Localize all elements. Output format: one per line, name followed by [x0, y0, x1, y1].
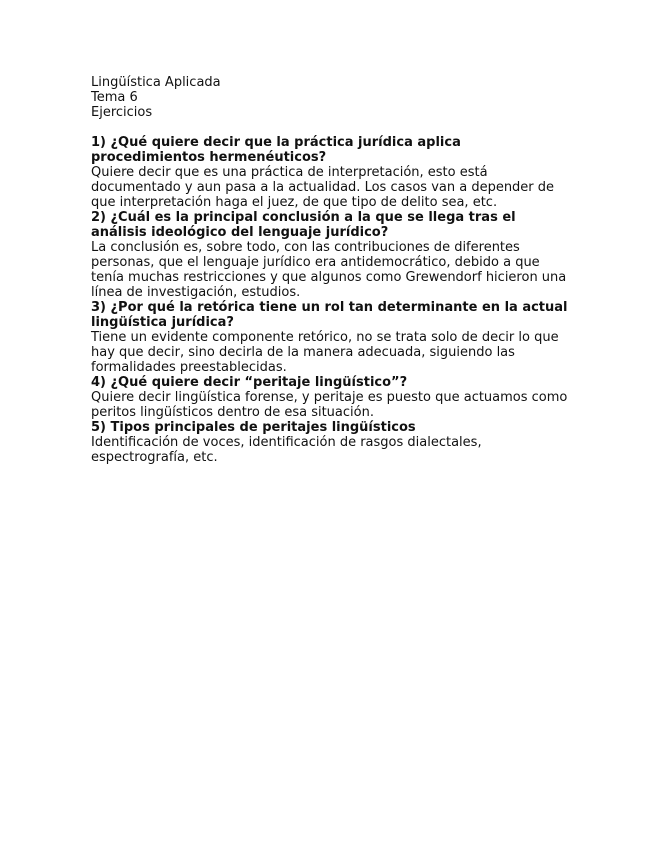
question-2: 2) ¿Cuál es la principal conclusión a la que se llega tras el análisis ideológico del lenguaje jurídico? [91, 210, 516, 240]
answer-1: Quiere decir que es una práctica de interpretación, esto está documentado y aun pasa a la actualidad. Los casos van a depender de que interpretación haga el juez, de que tipo de delito sea, etc. [91, 165, 555, 210]
spacer [91, 120, 571, 135]
qa-item-3 [91, 300, 571, 375]
answer-3: Tiene un evidente componente retórico, no se trata solo de decir lo que hay que decir, sino decirla de la manera adecuada, siguiendo las formalidades preestablecidas. [91, 330, 559, 375]
question-1: 1) ¿Qué quiere decir que la práctica jurídica aplica procedimientos hermenéuticos? [91, 135, 461, 165]
qa-item-5 [91, 420, 571, 465]
question-3: 3) ¿Por qué la retórica tiene un rol tan determinante en la actual lingüística jurídica? [91, 300, 568, 330]
course-title: Lingüística Aplicada [91, 75, 221, 90]
qa-item-1 [91, 135, 571, 210]
qa-item-2 [91, 210, 571, 300]
question-4: 4) ¿Qué quiere decir “peritaje lingüístico”? [91, 375, 408, 390]
question-5: 5) Tipos principales de peritajes lingüísticos [91, 420, 416, 435]
qa-item-4 [91, 375, 571, 420]
topic-label: Tema 6 [91, 90, 138, 105]
answer-2: La conclusión es, sobre todo, con las contribuciones de diferentes personas, que el lenguaje jurídico era antidemocrático, debido a que tenía muchas restricciones y que algunos como Grewendorf hicieron una línea de investigación, estudios. [91, 240, 567, 300]
document-page [91, 75, 571, 465]
answer-5: Identificación de voces, identificación de rasgos dialectales, espectrografía, etc. [91, 435, 482, 465]
section-label: Ejercicios [91, 105, 153, 120]
answer-4: Quiere decir lingüística forense, y peritaje es puesto que actuamos como peritos lingüísticos dentro de esa situación. [91, 390, 568, 420]
